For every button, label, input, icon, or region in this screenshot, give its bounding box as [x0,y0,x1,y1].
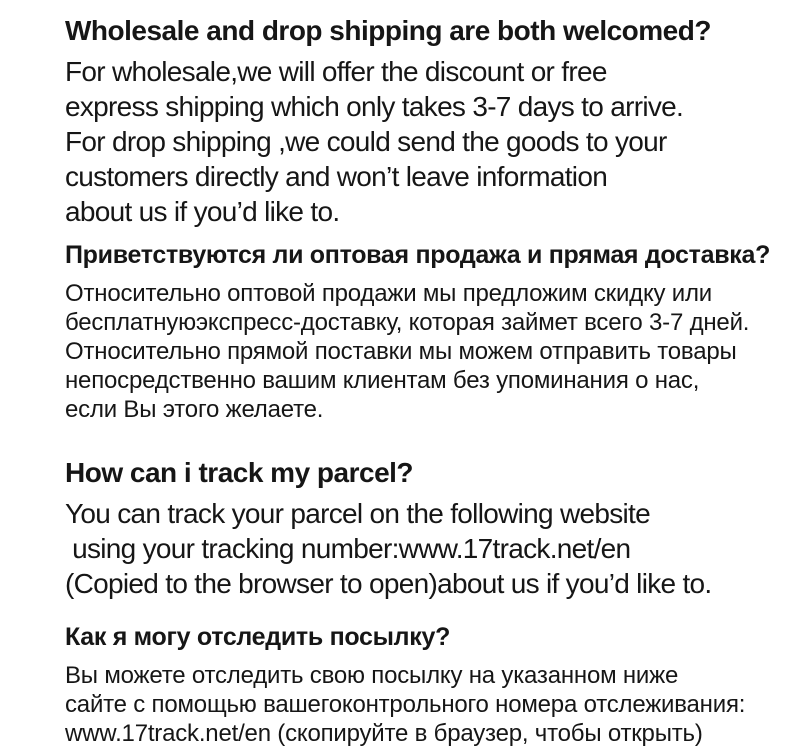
tracking-answer-line-ru: Вы можете отследить свою посылку на указанном ниже [65,662,679,689]
tracking-answer-line: using your tracking number:www.17track.net/en [65,533,631,564]
wholesale-answer-line: For drop shipping ,we could send the goods to your [65,126,667,157]
wholesale-question-heading-ru: Приветствуются ли оптовая продажа и прямая доставка? [65,241,771,269]
tracking-answer-line-ru: сайте с помощью вашегоконтрольного номера отслеживания: [65,691,746,718]
wholesale-answer-line-ru: бесплатнуюэкспресс-доставку, которая займет всего 3-7 дней. [65,309,750,336]
tracking-question-heading-en: How can i track my parcel? [65,457,414,488]
wholesale-answer-line: For wholesale,we will offer the discount or free [65,56,607,87]
tracking-answer-line-ru: www.17track.net/en (скопируйте в браузер, чтобы открыть) [65,720,703,747]
section-tracking-question [65,456,772,601]
wholesale-answer-line-ru: Относительно прямой поставки мы можем отправить товары [65,338,737,365]
section-wholesale-question-russian [65,240,772,424]
wholesale-answer-line-ru: если Вы этого желаете. [65,396,324,423]
section-wholesale-question [65,14,772,229]
wholesale-answer-line: express shipping which only takes 3-7 days to arrive. [65,91,684,122]
wholesale-answer-line: customers directly and won’t leave information [65,161,608,192]
tracking-answer-line: (Copied to the browser to open)about us if you’d like to. [65,568,712,599]
wholesale-question-heading-en: Wholesale and drop shipping are both welcomed? [65,15,711,46]
wholesale-answer-line-ru: непосредственно вашим клиентам без упоминания о нас, [65,367,700,394]
wholesale-answer-line: about us if you’d like to. [65,196,340,227]
section-tracking-question-russian [65,622,772,748]
wholesale-answer-line-ru: Относительно оптовой продажи мы предложим скидку или [65,280,713,307]
tracking-answer-line: You can track your parcel on the following website [65,498,650,529]
tracking-question-heading-ru: Как я могу отследить посылку? [65,623,451,651]
